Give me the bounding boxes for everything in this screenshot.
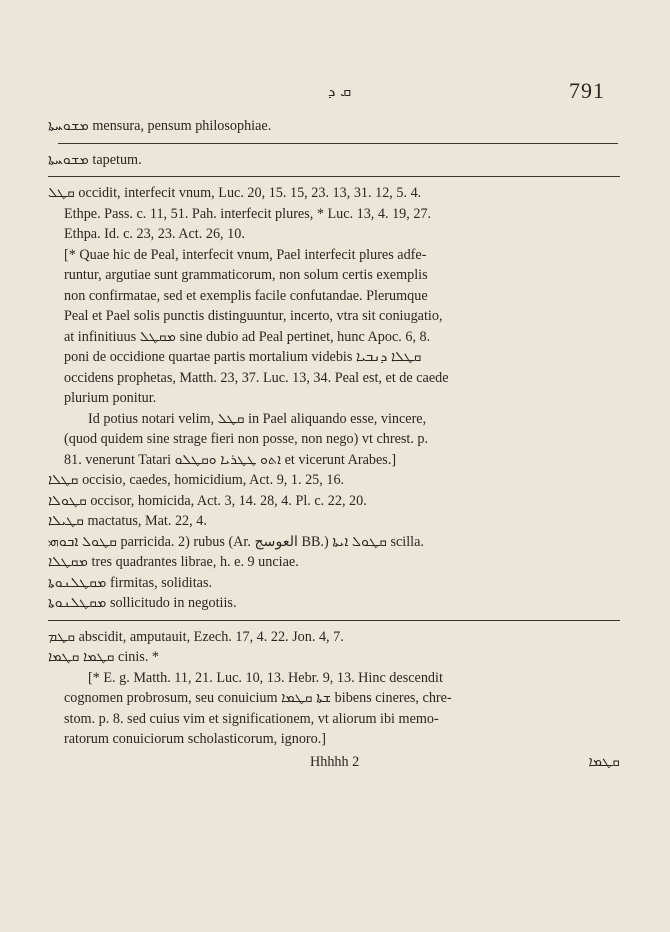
entry-line: ܡܩܛܠܢܘܬܐ firmitas, soliditas. xyxy=(48,574,213,591)
note-line: ratorum conuiciorum scholasticorum, ignoro.] xyxy=(64,731,327,747)
note-line: 81. venerunt Tatari ܐܬܘ ܛܛܪܝܐ ܘܩܛܠܘ et vicerunt Arabes.] xyxy=(64,451,397,468)
note-line: [* Quae hic de Peal, interfecit vnum, Pael interfecit plures adfe- xyxy=(64,246,427,263)
entry-line: ܩܛܡ abscidit, amputauit, Ezech. 17, 4. 22. Jon. 4, 7. xyxy=(48,628,344,645)
note-line: Id potius notari velim, ܩܛܠ in Pael aliquando esse, vincere, xyxy=(88,410,427,427)
page-footer xyxy=(48,752,620,774)
note-line: Peal et Pael solis punctis distinguuntur, incerto, vtra sit coniugatio, xyxy=(64,308,443,324)
note-line: [* E. g. Matth. 11, 21. Luc. 10, 13. Hebr. 9, 13. Hinc descendit xyxy=(88,669,443,686)
entry-line: ܩܛܡܐ ܩܛܡܐ cinis. * xyxy=(48,649,160,665)
note-line: runtur, argutiae sunt grammaticorum, non solum certis exemplis xyxy=(64,267,428,283)
entry-line: ܩܛܝܠܐ mactatus, Mat. 22, 4. xyxy=(48,513,207,529)
divider xyxy=(58,143,618,144)
entry-line: ܩܛܠ occidit, interfecit vnum, Luc. 20, 15. 15, 23. 13, 31. 12, 5. 4. xyxy=(48,185,422,201)
divider xyxy=(48,176,620,177)
entry-line: Ethpe. Pass. c. 11, 51. Pah. interfecit plures, * Luc. 13, 4. 19, 27. xyxy=(64,205,432,222)
note-line: non confirmatae, sed et exemplis facile confutandae. Plerumque xyxy=(64,287,428,304)
dictionary-body xyxy=(48,116,620,774)
entry-line: ܩܛܠܐ occisio, caedes, homicidium, Act. 9, 1. 25, 16. xyxy=(48,472,345,488)
divider xyxy=(48,620,620,621)
catchword: ܩܛܡܐ xyxy=(588,753,620,770)
note-line: plurium ponitur. xyxy=(64,390,157,406)
note-line: at infinitiuus ܡܩܛܠ sine dubio ad Peal pertinet, hunc Apoc. 6, 8. xyxy=(64,328,431,345)
note-line: cognomen probrosum, seu conuicium ܫܬܐ ܩܛܡܐ bibens cineres, chre- xyxy=(64,690,452,706)
entry-line: ܡܫܘܚܬܐ tapetum. xyxy=(48,151,142,168)
note-line: poni de occidione quartae partis mortalium videbis ܩܛܠܐ ܕܢܒܝܐ xyxy=(64,349,422,365)
entry-line: ܩܛܘܠܐ occisor, homicida, Act. 3, 14. 28, 4. Pl. c. 22, 20. xyxy=(48,492,367,509)
signature-mark: Hhhhh 2 xyxy=(310,753,360,770)
entry-line: ܡܫܘܚܬܐ mensura, pensum philosophiae. xyxy=(48,118,272,134)
entry-line: ܡܩܛܠܢܘܬܐ sollicitudo in negotiis. xyxy=(48,595,237,611)
note-line: occidens prophetas, Matth. 23, 37. Luc. 13, 34. Peal est, et de caede xyxy=(64,369,449,386)
note-line: stom. p. 8. sed cuius vim et significationem, vt aliorum ibi memo- xyxy=(64,710,439,727)
page-number: 791 xyxy=(569,78,605,103)
running-head: ܩ ܕ xyxy=(328,82,352,100)
entry-line: ܡܩܛܠܐ tres quadrantes librae, h. e. 9 unciae. xyxy=(48,554,299,570)
note-line: (quod quidem sine strage fieri non posse, non nego) vt chrest. p. xyxy=(64,431,429,447)
entry-line: Ethpa. Id. c. 23, 23. Act. 26, 10. xyxy=(64,226,245,242)
entry-line: ܩܛܘܠ ܐܒܘܗܝ parricida. 2) rubus (Ar. العوسج BB.) ܩܛܘܠ ܐܝܬܐ scilla. xyxy=(48,533,424,550)
